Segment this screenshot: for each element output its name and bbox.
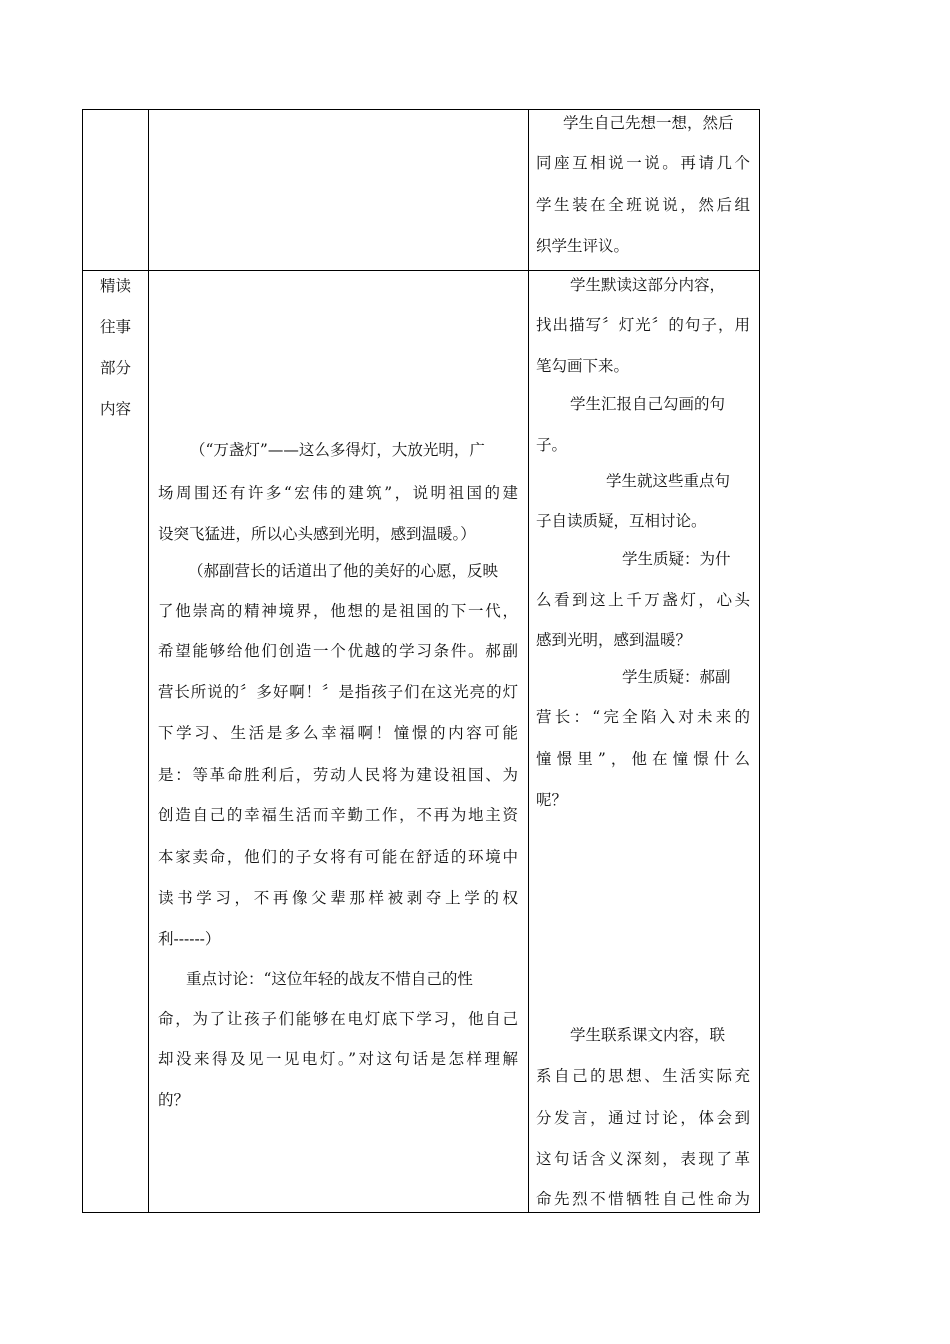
text-line: 笔勾画下来。 <box>536 357 630 375</box>
table-column-divider-2 <box>528 109 529 1213</box>
text-line: 么看到这上千万盏灯，心头 <box>536 591 750 609</box>
text-line: 的？ <box>158 1091 190 1109</box>
label-line: 往事 <box>100 318 132 336</box>
text-line: 命，为了让孩子们能够在电灯底下学习，他自己 <box>158 1010 518 1028</box>
text-line: 却没来得及见一见电灯。”对这句话是怎样理解 <box>158 1050 518 1068</box>
text-line: 创造自己的幸福生活而辛勤工作，不再为地主资 <box>158 806 518 824</box>
text-line: 学生默读这部分内容， <box>570 276 726 294</box>
text-line: 营长：“完全陷入对未来的 <box>536 708 750 726</box>
label-line: 部分 <box>100 359 132 377</box>
text-line: 憧憬里”，他在憧憬什么 <box>536 750 750 768</box>
text-line: 学生质疑：为什 <box>622 550 731 568</box>
text-line: 学生质疑：郝副 <box>622 668 731 686</box>
text-line: 子自读质疑，互相讨论。 <box>536 512 707 530</box>
table-border-right <box>759 109 760 1213</box>
text-line: 利------） <box>158 930 221 948</box>
text-line: 学生就这些重点句 <box>606 472 731 490</box>
text-line: 同座互相说一说。再请几个 <box>536 154 750 172</box>
text-line: 找出描写〞灯光〞的句子，用 <box>536 316 750 334</box>
text-line: 设突飞猛进，所以心头感到光明，感到温暖。） <box>158 525 476 543</box>
table-border-top <box>82 109 760 110</box>
label-line: 内容 <box>100 400 132 418</box>
text-line: 希望能够给他们创造一个优越的学习条件。郝副 <box>158 642 518 660</box>
table-column-divider-1 <box>148 109 149 1213</box>
text-line: 是：等革命胜利后，劳动人民将为建设祖国、为 <box>158 766 518 784</box>
text-line: 呢？ <box>536 791 568 809</box>
text-line: 学生装在全班说说，然后组 <box>536 196 750 214</box>
text-line: 读书学习，不再像父辈那样被剥夺上学的权 <box>158 889 518 907</box>
table-border-left <box>82 109 83 1213</box>
text-line: 感到光明，感到温暖？ <box>536 631 692 649</box>
text-line: 本家卖命，他们的子女将有可能在舒适的环境中 <box>158 848 518 866</box>
text-line: （郝副营长的话道出了他的美好的心愿，反映 <box>188 562 499 580</box>
text-line: 学生自己先想一想，然后 <box>563 114 734 132</box>
text-line: （“万盏灯”——这么多得灯，大放光明，广 <box>190 441 485 459</box>
text-line: 重点讨论：“这位年轻的战友不惜自己的性 <box>186 970 473 988</box>
text-line: 学生汇报自己勾画的句 <box>570 395 726 413</box>
text-line: 命先烈不惜牺牲自己性命为 <box>536 1190 750 1208</box>
text-line: 这句话含义深刻，表现了革 <box>536 1150 750 1168</box>
text-line: 子。 <box>536 436 568 454</box>
text-line: 学生联系课文内容，联 <box>570 1026 726 1044</box>
text-line: 下学习、生活是多么幸福啊！憧憬的内容可能 <box>158 724 518 742</box>
text-line: 营长所说的〞多好啊！〞是指孩子们在这光亮的灯 <box>158 683 518 701</box>
text-line: 分发言，通过讨论，体会到 <box>536 1109 750 1127</box>
table-border-bottom <box>82 1212 760 1213</box>
table-row-divider <box>82 270 760 271</box>
text-line: 系自己的思想、生活实际充 <box>536 1067 750 1085</box>
text-line: 场周围还有许多“宏伟的建筑”，说明祖国的建 <box>158 484 518 502</box>
text-line: 织学生评议。 <box>536 237 630 255</box>
label-line: 精读 <box>100 277 132 295</box>
text-line: 了他崇高的精神境界，他想的是祖国的下一代， <box>158 602 518 620</box>
